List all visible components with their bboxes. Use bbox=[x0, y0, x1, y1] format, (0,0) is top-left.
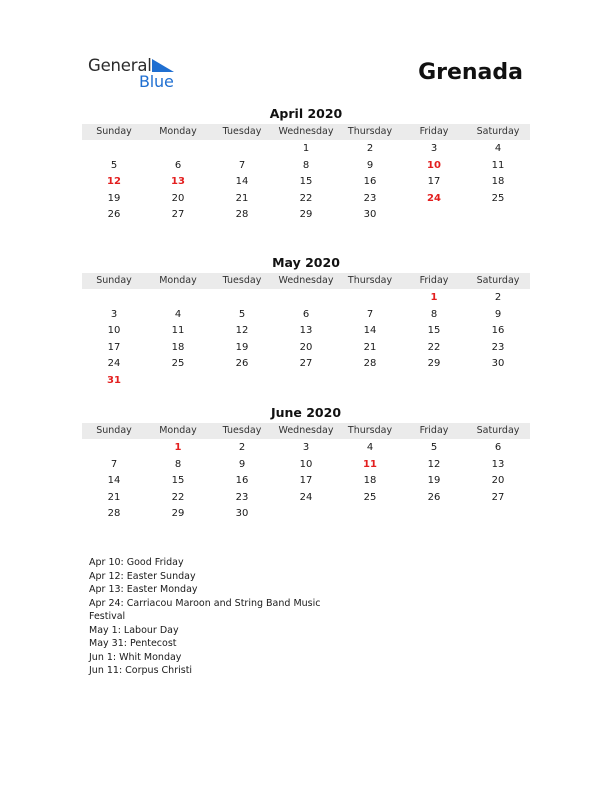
country-title: Grenada bbox=[418, 60, 523, 85]
weekday-label: Saturday bbox=[476, 425, 520, 436]
day-cell: 17 bbox=[299, 475, 313, 487]
holiday-list bbox=[89, 556, 329, 678]
day-cell: 14 bbox=[363, 325, 377, 337]
month-title: May 2020 bbox=[272, 255, 340, 270]
day-cell: 9 bbox=[238, 458, 246, 470]
day-cell: 27 bbox=[171, 209, 185, 221]
day-empty bbox=[146, 141, 210, 158]
day-empty bbox=[82, 290, 146, 307]
day-cell: 7 bbox=[110, 458, 118, 470]
day-cell: 20 bbox=[299, 341, 313, 353]
day-cell-holiday: 1 bbox=[174, 442, 182, 453]
logo-text-general: General bbox=[88, 56, 152, 75]
day-cell-holiday: 10 bbox=[427, 159, 441, 171]
day-cell: 2 bbox=[238, 442, 246, 453]
day-cell: 4 bbox=[366, 442, 374, 453]
day-cell: 22 bbox=[299, 192, 313, 204]
day-cell: 27 bbox=[299, 358, 313, 370]
day-cell: 4 bbox=[174, 308, 182, 320]
month-title: April 2020 bbox=[269, 106, 343, 121]
day-empty bbox=[146, 290, 210, 307]
day-cell: 20 bbox=[171, 192, 185, 204]
logo-text-blue: Blue bbox=[139, 72, 174, 91]
day-cell: 22 bbox=[171, 491, 185, 503]
holiday-entry: Jun 11: Corpus Christi bbox=[89, 665, 193, 676]
day-cell: 16 bbox=[491, 325, 505, 337]
day-cell: 4 bbox=[494, 143, 502, 154]
weekday-header-row bbox=[82, 124, 530, 140]
month-calendar-june bbox=[82, 405, 530, 523]
day-cell: 27 bbox=[491, 491, 505, 503]
day-cell: 23 bbox=[235, 491, 249, 503]
day-cell: 22 bbox=[427, 341, 441, 353]
weekday-header-row bbox=[82, 423, 530, 439]
day-cell: 7 bbox=[366, 308, 374, 320]
weekday-label: Tuesday bbox=[222, 275, 262, 286]
holiday-entry: Apr 12: Easter Sunday bbox=[89, 570, 196, 582]
day-cell: 6 bbox=[302, 308, 310, 320]
day-cell: 6 bbox=[174, 159, 182, 171]
day-cell: 10 bbox=[299, 458, 313, 470]
day-cell: 3 bbox=[430, 143, 438, 154]
day-cell: 6 bbox=[494, 442, 502, 453]
weekday-header-row bbox=[82, 273, 530, 289]
day-cell: 19 bbox=[107, 192, 121, 204]
day-cell: 7 bbox=[238, 159, 246, 171]
day-grid bbox=[82, 290, 530, 390]
weekday-label: Monday bbox=[159, 425, 197, 436]
day-empty bbox=[338, 290, 402, 307]
day-cell: 28 bbox=[363, 358, 377, 370]
day-cell: 13 bbox=[491, 458, 505, 470]
day-cell: 11 bbox=[171, 325, 185, 337]
day-cell: 28 bbox=[235, 209, 249, 221]
day-empty bbox=[210, 290, 274, 307]
day-cell: 16 bbox=[363, 176, 377, 188]
day-cell: 26 bbox=[235, 358, 249, 370]
day-cell: 3 bbox=[110, 308, 118, 320]
weekday-label: Wednesday bbox=[278, 275, 334, 286]
day-cell: 5 bbox=[110, 159, 118, 171]
day-cell: 15 bbox=[299, 176, 313, 188]
month-title: June 2020 bbox=[270, 405, 342, 420]
logo-triangle-icon bbox=[152, 59, 174, 72]
holiday-entry: Jun 1: Whit Monday bbox=[89, 651, 182, 663]
day-empty bbox=[210, 141, 274, 158]
weekday-label: Thursday bbox=[347, 425, 393, 436]
day-cell: 23 bbox=[491, 341, 505, 353]
weekday-label: Tuesday bbox=[222, 425, 262, 436]
day-cell: 25 bbox=[491, 192, 505, 204]
weekday-label: Wednesday bbox=[278, 126, 334, 137]
holiday-entry: Festival bbox=[89, 611, 126, 622]
holiday-entry: May 1: Labour Day bbox=[89, 624, 179, 636]
holiday-entry: May 31: Pentecost bbox=[89, 638, 177, 649]
day-cell-holiday: 12 bbox=[107, 176, 121, 188]
day-cell-holiday: 31 bbox=[107, 374, 121, 386]
day-cell: 24 bbox=[107, 358, 121, 370]
day-cell: 2 bbox=[366, 143, 374, 154]
day-cell-holiday: 13 bbox=[171, 176, 185, 188]
day-grid bbox=[82, 141, 530, 224]
weekday-label: Friday bbox=[419, 275, 449, 286]
day-empty bbox=[82, 141, 146, 158]
month-calendar-april bbox=[82, 106, 530, 224]
day-cell: 2 bbox=[494, 292, 502, 303]
day-cell: 19 bbox=[235, 341, 249, 353]
day-cell: 29 bbox=[299, 209, 313, 221]
day-cell: 30 bbox=[235, 508, 249, 520]
weekday-label: Saturday bbox=[476, 275, 520, 286]
day-cell: 29 bbox=[427, 358, 441, 370]
day-cell: 14 bbox=[235, 176, 249, 188]
day-cell: 13 bbox=[299, 325, 313, 337]
day-cell: 17 bbox=[107, 341, 121, 353]
day-cell: 30 bbox=[363, 209, 377, 221]
weekday-label: Friday bbox=[419, 126, 449, 137]
day-cell: 28 bbox=[107, 508, 121, 520]
day-cell: 8 bbox=[174, 458, 182, 470]
weekday-label: Thursday bbox=[347, 126, 393, 137]
weekday-label: Tuesday bbox=[222, 126, 262, 137]
day-cell: 26 bbox=[107, 209, 121, 221]
day-cell: 5 bbox=[238, 308, 246, 320]
day-cell: 19 bbox=[427, 475, 441, 487]
day-cell: 9 bbox=[366, 159, 374, 171]
holiday-entry: Apr 10: Good Friday bbox=[89, 557, 184, 568]
day-cell: 16 bbox=[235, 475, 249, 487]
day-cell: 24 bbox=[299, 491, 313, 503]
day-cell: 21 bbox=[235, 192, 249, 204]
day-cell: 9 bbox=[494, 308, 502, 320]
day-cell: 17 bbox=[427, 176, 441, 188]
day-cell: 12 bbox=[235, 325, 249, 337]
day-cell: 10 bbox=[107, 325, 121, 337]
day-empty bbox=[274, 290, 338, 307]
day-cell: 18 bbox=[363, 475, 377, 487]
day-cell: 25 bbox=[363, 491, 377, 503]
day-cell: 29 bbox=[171, 508, 185, 520]
holiday-entry: Apr 13: Easter Monday bbox=[89, 584, 198, 595]
day-cell: 26 bbox=[427, 491, 441, 503]
day-cell: 12 bbox=[427, 458, 441, 470]
weekday-label: Sunday bbox=[96, 275, 132, 286]
day-cell: 21 bbox=[363, 341, 377, 353]
day-cell: 25 bbox=[171, 358, 185, 370]
day-cell: 15 bbox=[171, 475, 185, 487]
generalblue-logo bbox=[88, 56, 188, 92]
day-cell: 5 bbox=[430, 442, 438, 453]
holiday-entry: Apr 24: Carriacou Maroon and String Band Music bbox=[89, 597, 321, 609]
weekday-label: Sunday bbox=[96, 425, 132, 436]
day-cell-holiday: 24 bbox=[427, 192, 441, 204]
day-cell: 18 bbox=[491, 176, 505, 188]
day-cell: 21 bbox=[107, 491, 121, 503]
day-cell: 18 bbox=[171, 341, 185, 353]
weekday-label: Wednesday bbox=[278, 425, 334, 436]
weekday-label: Monday bbox=[159, 126, 197, 137]
day-grid bbox=[82, 440, 530, 523]
day-cell: 23 bbox=[363, 192, 377, 204]
day-cell: 15 bbox=[427, 325, 441, 337]
day-cell: 1 bbox=[302, 143, 310, 154]
month-calendar-may bbox=[82, 255, 530, 390]
day-cell: 30 bbox=[491, 358, 505, 370]
day-cell-holiday: 11 bbox=[363, 458, 377, 470]
day-cell: 20 bbox=[491, 475, 505, 487]
weekday-label: Monday bbox=[159, 275, 197, 286]
weekday-label: Sunday bbox=[96, 126, 132, 137]
day-cell: 8 bbox=[302, 159, 310, 171]
day-cell: 14 bbox=[107, 475, 121, 487]
day-cell-holiday: 1 bbox=[430, 292, 438, 303]
weekday-label: Thursday bbox=[347, 275, 393, 286]
day-cell: 3 bbox=[302, 442, 310, 453]
day-cell: 8 bbox=[430, 308, 438, 320]
day-empty bbox=[82, 440, 146, 457]
weekday-label: Saturday bbox=[476, 126, 520, 137]
day-cell: 11 bbox=[491, 159, 505, 171]
weekday-label: Friday bbox=[419, 425, 449, 436]
